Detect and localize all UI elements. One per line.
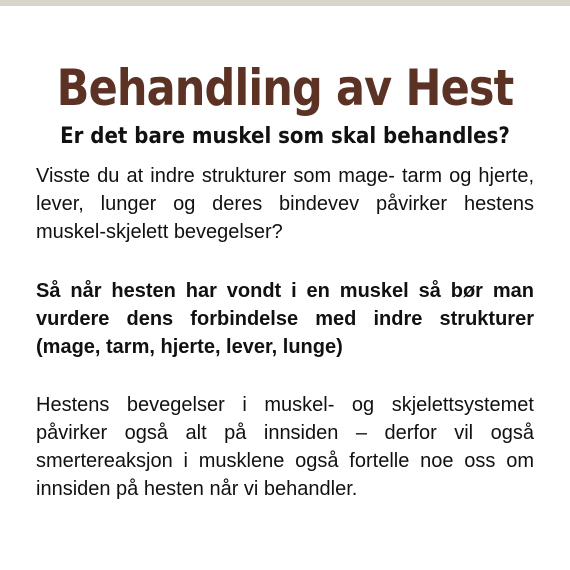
intro-paragraph: Visste du at indre strukturer som mage- tarm og hjerte, lever, lunger og deres bindevev påvirker hestens muskel-skjelett bevegelser? [36, 165, 534, 243]
top-border [0, 0, 570, 6]
emphasis-paragraph: Så når hesten har vondt i en muskel så bør man vurdere dens forbindelse med indre strukturer (mage, tarm, hjerte, lever, lunge) [36, 280, 534, 358]
page-subtitle: Er det bare muskel som skal behandles? [60, 124, 510, 150]
page-title: Behandling av Hest [56, 58, 514, 117]
closing-paragraph: Hestens bevegelser i muskel- og skjelettsystemet påvirker også alt på innsiden – derfor vil også smertereaksjon i musklene også fortelle noe oss om innsiden på hesten når vi behandler. [36, 394, 534, 500]
